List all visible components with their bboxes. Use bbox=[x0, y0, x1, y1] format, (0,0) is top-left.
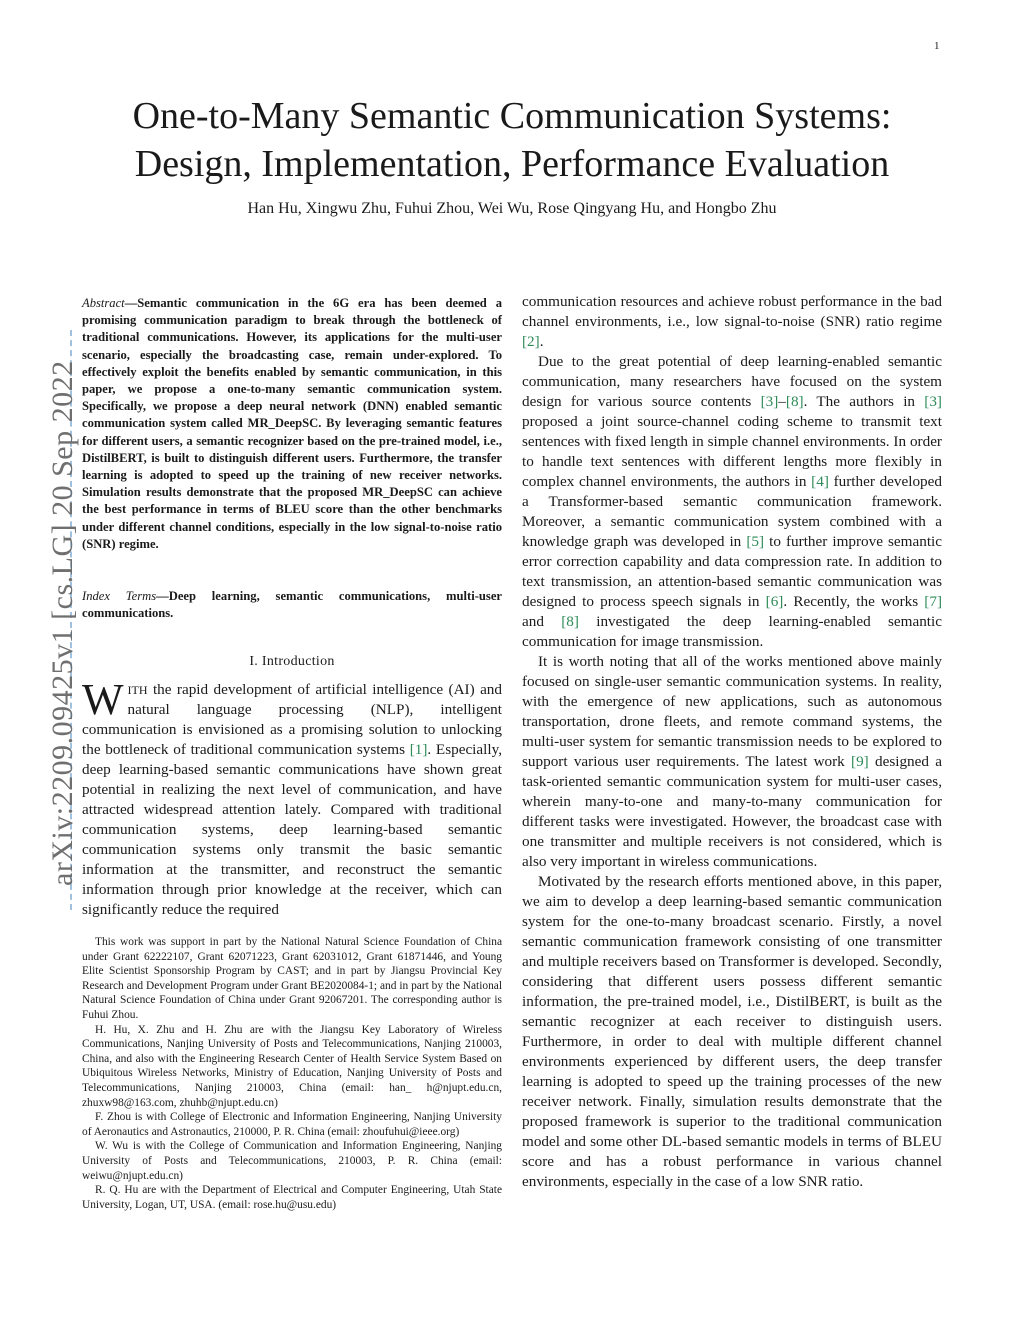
smallcaps-lead: ITH bbox=[127, 683, 148, 697]
paragraph bbox=[522, 652, 942, 872]
citation-link[interactable]: [2] bbox=[522, 333, 540, 350]
intro-text: the rapid development of artificial intelligence (AI) and natural language processing (NLP), intelligent communication is envisioned as a promising solution to unlocking the bottleneck of traditional communication systems bbox=[82, 681, 502, 758]
paper-title bbox=[0, 92, 1024, 188]
footnote-affiliation: H. Hu, X. Zhu and H. Zhu are with the Jiangsu Key Laboratory of Wireless Communications, Nanjing University of Posts and Telecommunications, Nanjing 210003, China, and also with the Engineering Research Center of Health Service System Based on Ubiquitous Wireless Networks, Ministry of Education, Nanjing University of Posts and Telecommunications, Nanjing 210003, China (email: han_ h@njupt.edu.cn, zhuxw98@163.com, zhuhb@njupt.edu.cn) bbox=[82, 1023, 502, 1109]
introduction-paragraph bbox=[82, 675, 502, 920]
abstract-text: —Semantic communication in the 6G era has been deemed a promising communication paradigm to break through the bottleneck of traditional communications. However, its applications for the multi-user scenario, especially the broadcasting case, remain under-explored. To effectively exploit the benefits enabled by semantic communication, in this paper, we propose a one-to-many semantic communication system. Specifically, we propose a deep neural network (DNN) enabled semantic communication system called MR_DeepSC. By leveraging semantic features for different users, a semantic recognizer based on the pre-trained model, i.e., DistilBERT, is built to distinguish different users. Furthermore, the transfer learning is adopted to speed up the training of new receiver networks. Simulation results demonstrate that the proposed MR_DeepSC can achieve the best performance in terms of BLEU score than the other benchmarks under different channel conditions, especially in the low signal-to-noise ratio (SNR) regime. bbox=[82, 296, 502, 551]
body-text: It is worth noting that all of the works mentioned above mainly focused on single-user semantic communication systems. In reality, with the emergence of new applications, such as autonomous transportation, drone fleets, and remote command systems, the multi-user system for semantic transmission needs to be explored to support various user requirements. The latest work bbox=[522, 653, 942, 770]
body-text: and bbox=[522, 613, 562, 630]
citation-link[interactable]: [8] bbox=[561, 613, 579, 630]
footnote-affiliation: R. Q. Hu are with the Department of Electrical and Computer Engineering, Utah State University, Logan, UT, USA. (email: rose.hu@usu.edu) bbox=[82, 1184, 502, 1211]
abstract bbox=[82, 295, 502, 553]
footnote-affiliation: W. Wu is with the College of Communication and Information Engineering, Nanjing University of Posts and Telecommunications, 210003, P. R. China (email: weiwu@njupt.edu.cn) bbox=[82, 1140, 502, 1182]
footnote-funding: This work was support in part by the National Natural Science Foundation of China under Grant 62222107, Grant 62071223, Grant 62031012, Grant 61871446, and Young Elite Scientist Sponsorship Program by CAST; and in part by Jiangsu Provincial Key Research and Development Program under Grant BE2020084-1; and in part by the National Natural Science Foundation of China under Grant 92067201. The corresponding author is Fuhui Zhou. bbox=[82, 936, 502, 1021]
paragraph bbox=[522, 352, 942, 652]
page-number: 1 bbox=[934, 40, 940, 52]
body-text: . bbox=[539, 333, 544, 350]
body-text: proposed a joint source-channel coding scheme to transmit text sentences with fixed length in simple channel environments. In order to handle text sentences with different lengths more flexibly in complex channel environments, the authors in bbox=[522, 413, 942, 490]
body-text: Due to the great potential of deep learning-enabled semantic communication, many researchers have focused on the system design for various source contents bbox=[522, 353, 942, 410]
section-heading-introduction: I. Introduction bbox=[249, 654, 335, 669]
arxiv-identifier: arXiv:2209.09425v1 [cs.LG] 20 Sep 2022 bbox=[46, 360, 79, 886]
body-text: to further improve semantic error correction capability and data compression rate. In addition to text transmission, an attention-based semantic communication was designed to process speech signals in bbox=[522, 533, 943, 610]
abstract-label: Abstract bbox=[82, 296, 125, 310]
right-column-body bbox=[522, 292, 942, 1192]
citation-link[interactable]: [5] bbox=[746, 533, 765, 550]
citation-link[interactable]: [6] bbox=[765, 593, 784, 610]
arxiv-sidebar-stamp bbox=[18, 330, 79, 910]
citation-link[interactable]: [3] bbox=[760, 393, 779, 410]
paragraph bbox=[522, 292, 942, 352]
body-text: designed a task-oriented semantic communication system for multi-user cases, wherein many-to-one and many-to-many communication for different tasks were investigated. However, the broadcast case with one transmitter and multiple receivers is not considered, which is also very important in wireless communications. bbox=[522, 753, 942, 870]
index-terms-label: Index Terms bbox=[82, 589, 157, 603]
title-line-1: One-to-Many Semantic Communication Systems: bbox=[132, 95, 892, 137]
body-text: . The authors in bbox=[803, 393, 925, 410]
intro-text: . Especially, deep learning-based semantic communications have shown great potential in realizing the next level of communication, and have attracted widespread attention lately. Compared with traditional communication systems, deep learning-based semantic communication systems only transmit the basic semantic information at the transmitter, and reconstruct the semantic information through prior knowledge at the receiver, which can significantly reduce the required bbox=[82, 741, 502, 918]
paragraph: Motivated by the research efforts mentioned above, in this paper, we aim to develop a deep learning-based semantic communication system for the one-to-many broadcast scenario. Firstly, a novel semantic communication framework consisting of one transmitter and multiple receivers based on Transformer is developed. Secondly, considering that different users possess different semantic information, the pre-trained model, i.e., DistilBERT, is built as the semantic recognizer at each receiver to distinguish users. Furthermore, in order to deal with multiple different channel environments experienced by different users, the deep transfer learning is adopted to speed up the training processes of the new receiver network. Finally, simulation results demonstrate that the proposed framework is superior to the traditional communication model and some other DL-based semantic models in terms of BLEU score and has a robust performance in various channel environments, especially in the case of a low SNR ratio. bbox=[522, 873, 942, 1190]
index-terms-text: —Deep learning, semantic communications, multi-user communications. bbox=[82, 589, 503, 621]
citation-link[interactable]: [3] bbox=[924, 393, 942, 410]
body-text: communication resources and achieve robust performance in the bad channel environments, i.e., low signal-to-noise (SNR) ratio regime bbox=[522, 293, 942, 330]
title-line-2: Design, Implementation, Performance Evaluation bbox=[134, 143, 890, 185]
body-text: investigated the deep learning-enabled semantic communication for image transmission. bbox=[522, 613, 942, 650]
citation-link[interactable]: [1] bbox=[409, 741, 428, 758]
author-list: Han Hu, Xingwu Zhu, Fuhui Zhou, Wei Wu, Rose Qingyang Hu, and Hongbo Zhu bbox=[247, 200, 777, 217]
citation-link[interactable]: [9] bbox=[851, 753, 869, 770]
citation-link[interactable]: [8] bbox=[785, 393, 804, 410]
citation-link[interactable]: [4] bbox=[811, 473, 829, 490]
drop-cap: W bbox=[82, 675, 124, 724]
footnotes bbox=[82, 935, 502, 1212]
body-text: – bbox=[778, 393, 786, 410]
footnote-affiliation: F. Zhou is with College of Electronic and Information Engineering, Nanjing University of Aeronautics and Astronautics, 210000, P. R. China (email: zhoufuhui@ieee.org) bbox=[82, 1111, 502, 1138]
index-terms bbox=[82, 588, 502, 622]
citation-link[interactable]: [7] bbox=[924, 593, 943, 610]
body-text: further developed a Transformer-based semantic communication framework. Moreover, a semantic communication system combined with a knowledge graph was developed in bbox=[522, 473, 942, 550]
body-text: . Recently, the works bbox=[783, 593, 925, 610]
